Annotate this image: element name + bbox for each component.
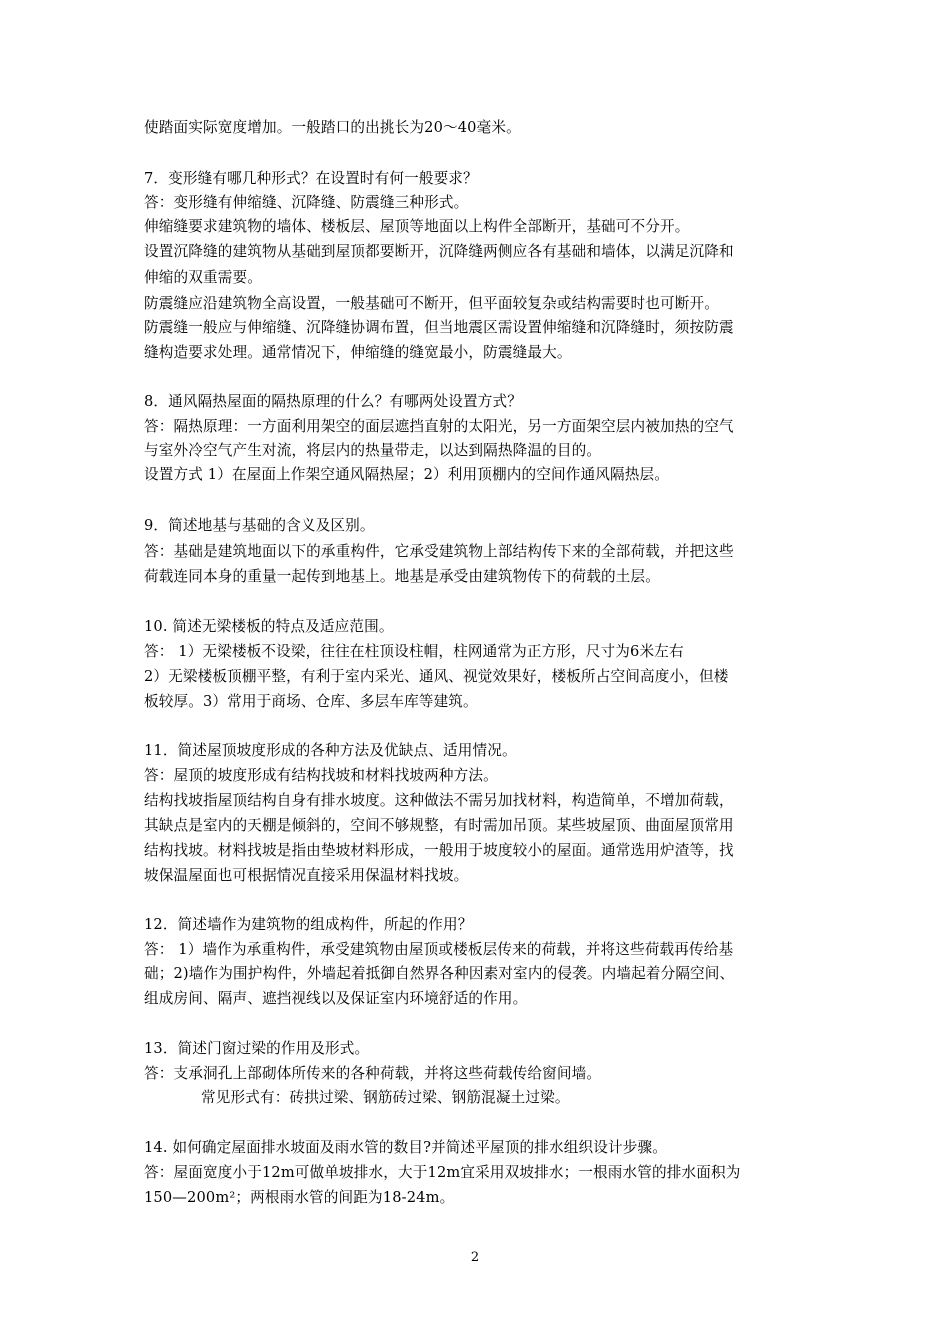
answer-line: 答： 1）墙作为承重构件，承受建筑物由屋顶或楼板层传来的荷载，并将这些荷载再传给基: [144, 941, 734, 958]
question-heading-11: 11．简述屋顶坡度形成的各种方法及优缺点、适用情况。: [144, 742, 517, 759]
question-heading-8: 8．通风隔热屋面的隔热原理的什么？有哪两处设置方式？: [144, 393, 523, 410]
answer-line: 伸缩的双重需要。: [144, 269, 262, 286]
answer-line: 荷载连同本身的重量一起传到地基上。地基是承受由建筑物传下的荷载的土层。: [144, 568, 661, 585]
answer-line: 设置沉降缝的建筑物从基础到屋顶都要断开，沉降缝两侧应各有基础和墙体，以满足沉降和: [144, 243, 734, 260]
answer-line: 与室外冷空气产生对流，将层内的热量带走，以达到隔热降温的目的。: [144, 442, 602, 459]
question-heading-7: 7．变形缝有哪几种形式？在设置时有何一般要求？: [144, 170, 478, 187]
answer-line: 伸缩缝要求建筑物的墙体、楼板层、屋顶等地面以上构件全部断开，基础可不分开。: [144, 218, 690, 235]
answer-line: 组成房间、隔声、遮挡视线以及保证室内环境舒适的作用。: [144, 990, 528, 1007]
question-heading-14: 14. 如何确定屋面排水坡面及雨水管的数目?并简述平屋顶的排水组织设计步骤。: [144, 1139, 667, 1156]
answer-line: 防震缝应沿建筑物全高设置，一般基础可不断开，但平面较复杂或结构需要时也可断开。: [144, 295, 720, 312]
answer-line: 答：屋面宽度小于12m可做单坡排水，大于12m宜采用双坡排水；一根雨水管的排水面积为: [144, 1164, 741, 1181]
answer-line: 板较厚。3）常用于商场、仓库、多层车库等建筑。: [144, 693, 478, 710]
question-heading-10: 10. 简述无梁楼板的特点及适应范围。: [144, 618, 394, 635]
question-heading-9: 9．简述地基与基础的含义及区别。: [144, 517, 375, 534]
answer-line: 防震缝一般应与伸缩缝、沉降缝协调布置，但当地震区需设置伸缩缝和沉降缝时，须按防震: [144, 319, 734, 336]
answer-line: 答：屋顶的坡度形成有结构找坡和材料找坡两种方法。: [144, 767, 498, 784]
answer-line: 常见形式有：砖拱过梁、钢筋砖过梁、钢筋混凝土过梁。: [201, 1089, 570, 1106]
answer-line: 坡保温屋面也可根据情况直接采用保温材料找坡。: [144, 867, 469, 884]
question-heading-13: 13．简述门窗过梁的作用及形式。: [144, 1040, 370, 1057]
answer-line: 答：变形缝有伸缩缝、沉降缝、防震缝三种形式。: [144, 194, 469, 211]
question-heading-12: 12．简述墙作为建筑物的组成构件，所起的作用？: [144, 916, 473, 933]
answer-line: 础；2)墙作为围护构件，外墙起着抵御自然界各种因素对室内的侵袭。内墙起着分隔空间、: [144, 965, 735, 982]
page-number: 2: [470, 1250, 480, 1265]
answer-line: 缝构造要求处理。通常情况下，伸缩缝的缝宽最小，防震缝最大。: [144, 344, 572, 361]
answer-line: 答：基础是建筑地面以下的承重构件，它承受建筑物上部结构传下来的全部荷载，并把这些: [144, 543, 734, 560]
answer-line: 结构找坡指屋顶结构自身有排水坡度。这种做法不需另加找材料，构造简单，不增加荷载，: [144, 792, 734, 809]
answer-line: 答： 1）无梁楼板不设梁，往往在柱顶设柱帽，柱网通常为正方形，尺寸为6米左右: [144, 643, 684, 660]
answer-line: 150—200m²；两根雨水管的间距为18-24m。: [144, 1189, 455, 1206]
answer-line: 答：支承洞孔上部砌体所传来的各种荷载，并将这些荷载传给窗间墙。: [144, 1065, 602, 1082]
answer-line: 2）无梁楼板顶棚平整，有利于室内采光、通风、视觉效果好，楼板所占空间高度小，但楼: [144, 668, 729, 685]
answer-line: 其缺点是室内的天棚是倾斜的，空间不够规整，有时需加吊顶。某些坡屋顶、曲面屋顶常用: [144, 817, 734, 834]
answer-line: 设置方式 1）在屋面上作架空通风隔热屋；2）利用顶棚内的空间作通风隔热层。: [144, 466, 669, 483]
paragraph-line: 使踏面实际宽度增加。一般踏口的出挑长为20～40毫米。: [144, 119, 521, 136]
answer-line: 结构找坡。材料找坡是指由垫坡材料形成，一般用于坡度较小的屋面。通常选用炉渣等，找: [144, 842, 734, 859]
answer-line: 答：隔热原理：一方面利用架空的面层遮挡直射的太阳光，另一方面架空层内被加热的空气: [144, 418, 734, 435]
